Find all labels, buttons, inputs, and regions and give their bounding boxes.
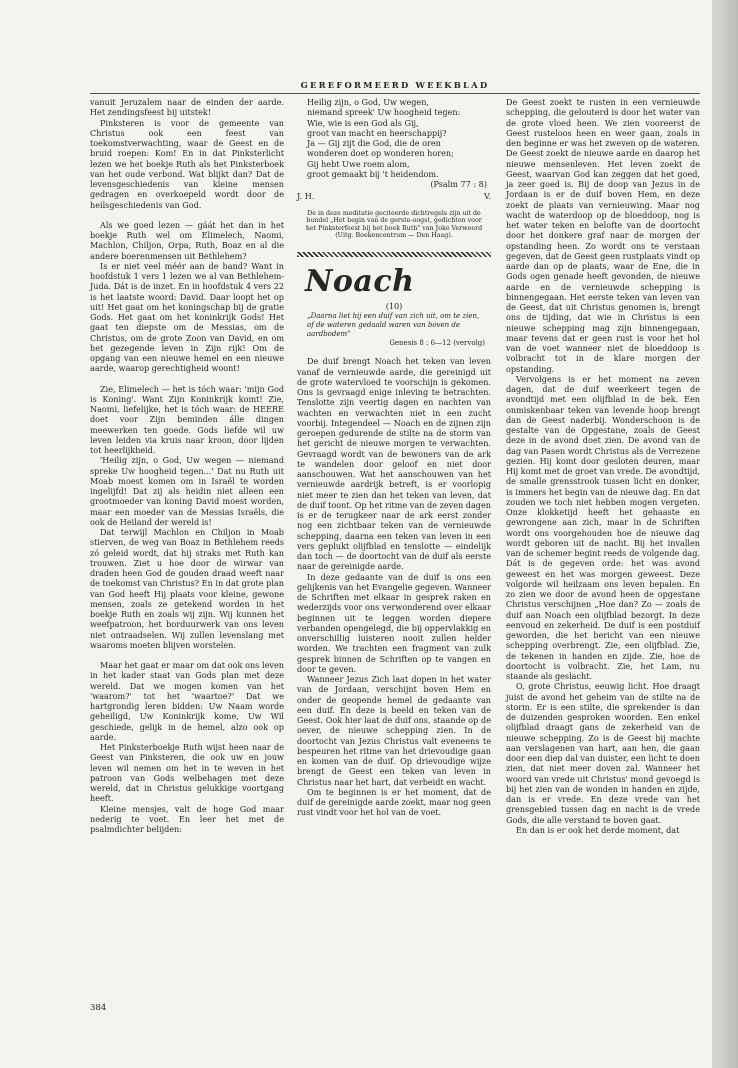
poem-line: wonderen doet op wonderen horen; [307, 148, 454, 159]
article-number: (10) [385, 300, 403, 311]
paragraph: Vervolgens is er het moment na zeven dagen, dat de duif weerkeert tegen de avondtijd met een olijfblad in de bek. Een onmiskenbaar teken van levende hoop brengt dan de Geest naderbij. Wonderschoon is de gestalte van de Opgestane, zoals de Geest deze in de avond doet zien. De avond van de dag van Pasen wordt Christus als de Verrezene gezien. Hij komt door gesloten deuren, maar Hij komt met de groet van vrede. De avondtijd, de smalle grensstrook tussen licht en donker, is immers het begin van de nieuwe dag. En dat zouden we toch niet hebben mogen vergeten. Onze klokketijd heeft het gehaaste en gewrongene aan zich, maar in de Schriften wordt ons voorgehouden hoe de nieuwe dag wordt geboren uit de nacht. Bij het invallen van de schemer begint reeds de volgende dag. Dát is de gegeven orde: het was avond geweest en het was morgen geweest. Deze volgorde wil heilzaam ons leven bepalen. En zo zien we door de avond heen de opgestane Christus verschijnen „Hoe dan? Zo — zoals de duif aan Noach een olijfblad bezorgt. In deze eenvoud en zekerheid. De duif is een postduif geworden, die het bericht van een nieuwe schepping overbrengt. Zie, een olijfblad. Zie, de tekenen in handen en zijde. Zie, hoe de doortocht is volbracht. Zie, het Lam, nu staande als geslacht. [506, 373, 700, 681]
paragraph: Is er niet veel méér aan de hand? Want in hoofdstuk 1 vers 1 lezen we al van Bethlehem-Juda. Dát is de inzet. En in hoofdstuk 4 vers 22 is het laatste woord: David. Daar loopt het op uit! Het gaat om het koningschap bij de gratie Gods. Het gaat om het koninkrijk Gods! Het gaat ten diepste om de Messias, om de Christus, om de grote Zoon van David, en om het gezegende leven in Zijn rijk! Om de opgang van een nieuwe hemel en een nieuwe aarde, waarop gerechtigheid woont! [90, 260, 284, 374]
paragraph: Het Pinksterboekje Ruth wijst heen naar de Geest van Pinksteren, die ook uw en jouw leven wil nemen om het in te weven in het patroon van Gods welbehagen met deze wereld, dat in Christus gelukkige voortgang heeft. [90, 742, 284, 804]
paragraph: En dan is er ook het derde moment, dat [516, 824, 680, 835]
article-title: Noach [305, 263, 415, 299]
poem-line: groot gemaakt bij 't heidendom. [307, 168, 439, 179]
paragraph: Om te beginnen is er het moment, dat de duif de gereinigde aarde zoekt, maar nog geen rust vindt voor het hol van de voet. [297, 786, 491, 818]
column-1 [90, 97, 284, 834]
poem-line: Heilig zijn, o God, Uw wegen, [307, 97, 429, 107]
source-note: De in deze meditatie geciteerde dichtregels zijn uit de bundel „Het begin van de gerste-oogst, gedichten voor het Pinksterfeest bij het boek Ruth" van Joke Verweerd (Uitg. Boekencentrum — Den Haag). [305, 209, 483, 240]
poem-line: Wie, wie is een God als Gij, [307, 117, 419, 128]
column-3 [506, 97, 700, 835]
column-2 [297, 97, 491, 818]
psalm-reference: (Psalm 77 : 8) [430, 179, 487, 189]
paragraph: Kleine mensjes, valt de hoge God maar nederig te voet. En leer het met de psalmdichter belijden: [90, 803, 284, 834]
signature-row [297, 191, 491, 201]
header-rule [90, 93, 700, 94]
paragraph: Pinksteren is voor de gemeente van Christus ook een feest van toekomstverwachting, waar de Geest en de bruid roepen: Kom! En in dat Pinksterlicht lezen we het boekje Ruth als het Pinksterboek van het oude verbond. Wat blijkt dan? Dat de levensgeschiedenis van kleine mensen gedragen en overkoepeld wordt door de heilsgeschiedenis van God. [90, 117, 284, 210]
poem-line: groot van macht en heerschappij? [307, 127, 447, 138]
paragraph: Zie, Elimelech — het is tóch waar: 'mijn God is Koning'. Want Zijn Koninkrijk komt! Zie, Naomi, liefelijke, het is tóch waar: de HEERE doet voor Zijn beminden álle dingen meewerken ten goede. Gods liefde wil uw leven leiden via kruis naar kroon, door lijden tot heerlijkheid. [90, 383, 284, 455]
paragraph: De Geest zoekt te rusten in een vernieuwde schepping, die gelouterd is door het water van de grote vloed heen. We zien vooreerst de Geest rusteloos heen en weer gaan, zoals in den beginne er was het zweven op de wateren. De Geest zoekt de nieuwe aarde en daarop het nieuwe mensenleven. Het leven zoekt de Geest, waarvan God kan zeggen dat het goed, ja zeer goed is. Bij de doop van Jezus in de Jordaan is er de duif boven Hem, en deze zoekt de plaats van vernieuwing. Maar nog wacht de waterdoop op de bloeddoop, nog is het water teken en belofte van de doortocht door het donkere graf naar de morgen der opstanding heen. Zo wordt ons te verstaan gegeven, dat de Geest geen rustplaats vindt op aarde dan op de plaats, waar de Ene, die in Gods ogen genade heeft gevonden, de nieuwe aarde en de vernieuwde schepping is binnengegaan. Het eerste teken van leven van de Geest, dat uit Christus genomen is, brengt ons de tijding, dat wie in Christus is een nieuwe schepping mag zijn binnengegaan, maar tevens dat er geen rust is voor het hol van de voet wanneer niet de bloeddoop is volbracht tot in de klare morgen der opstanding. [506, 97, 700, 374]
paragraph: Als we goed lezen — gáát het dan in het boekje Ruth wel om Elimelech, Naomi, Machlon, Chiljon, Orpa, Ruth, Boaz en al die andere boerenmensen uit Bethlehem? [90, 219, 284, 261]
paragraph: Dat terwijl Machlon en Chiljon in Moab stierven, de weg van Boaz in Bethlehem reeds zó geleid wordt, dat hij straks met Ruth kan trouwen. Ziet u hoe door de wirwar van draden heen God de gouden draad weeft naar de toekomst van Christus? En in dat grote plan van God heeft Hij plaats voor kleine, gewone mensen, zoals ze getekend worden in het boekje Ruth en zoals wij zijn. Wij kunnen het weefpatroon, het borduurwerk van ons leven niet ontraadselen. Wij zullen levenslang met waaroms moeten blijven worstelen. [90, 527, 284, 650]
psalm-quote [307, 97, 491, 189]
page-header: GEREFORMEERD WEEKBLAD [300, 80, 490, 90]
decorative-divider [297, 252, 491, 257]
paragraph: O, grote Christus, eeuwig licht. Hoe draagt juist de avond het geheim van de stilte na de storm. Er is een stilte, die sprekender is dan de duizenden gesproken woorden. Een enkel olijfblad draagt gans de zekerheid van de nieuwe schepping. Zo is de Geest bij machte aan verslagenen van hart, aan hen, die gaan door een diep dal van duister, een licht te doen zien, dat niet meer doven zal. Wanneer het woord van vrede uit Christus' mond gevoegd is bij het zien van de wonden in handen en zijde, dan is er vrede. En deze vrede van het grensgebied tussen dag en nacht is de vrede Gods, die alle verstand te boven gaat. [506, 681, 700, 825]
page-edge-shadow [712, 0, 738, 1068]
paragraph: De duif brengt Noach het teken van leven vanaf de vernieuwde aarde, die gereinigd uit de grote watervloed te voorschijn is gekomen. Ons is gevraagd enige inleving te betrachten. Tenslotte zijn veertig dagen en nachten van wachten en verwachten niet in een zucht voorbij. Integendeel — Noach en de zijnen zijn geroepen gedurende de stilte na de storm van het gericht de nieuwe morgen te verwachten. Gevraagd wordt van de bewoners van de ark te wandelen door geloof en niet door aanschouwen. Wat het aanschouwen van het vernieuwde aardrijk betreft, is er voorlopig niet meer te zien dan het teken van leven, dat de duif toont. Op het ritme van de zeven dagen is er de terugkeer naar de ark eerst zonder nog een zichtbaar teken van de vernieuwde schepping, daarna een teken van leven in een vers geplukt olijfblad en tenslotte — eindelijk dan toch — de doortocht van de duif als eerste naar de gereinigde aarde. [297, 356, 491, 572]
epigraph: „Daarna liet hij een duif van zich uit, om te zien, of de wateren gedaald waren van boven de aardbodem" [307, 312, 480, 338]
poem-line: niemand spreek' Uw hoogheid tegen: [307, 107, 461, 118]
page-number: 384 [90, 1003, 107, 1013]
paragraph: Wanneer Jezus Zich laat dopen in het water van de Jordaan, verschijnt boven Hem en onder de geopende hemel de gedaante van een duif. En deze is beeld en teken van de Geest. Ook hier laat de duif ons, staande op de oever, de nieuwe schepping zien. In de doortocht van Jezus Christus valt eveneens te bespeuren het ritme van het drievoudige gaan en komen van de duif. Op drievoudige wijze brengt de Geest een teken van leven in Christus naar het hart, dat verbeidt en wacht. [297, 674, 491, 787]
paragraph: Maar het gaat er maar om dat ook ons leven in het kader staat van Gods plan met deze wereld. Dat we mogen komen van het 'waarom?' tot het 'waartoe?' Dat we hartgrondig leren bidden: Uw Naam worde geheiligd, Uw Koninkrijk kome, Uw Wil geschiede, gelijk in de hemel, alzo ook op aarde. [90, 660, 284, 742]
author-initial-v: V. [483, 191, 491, 202]
paragraph: 'Heilig zijn, o God, Uw wegen — niemand spreke Uw hoogheid tegen...' Dat nu Ruth uit Moab moest komen om in Israël te worden ingelijfd! Dat zij als heidin niet alleen een grootmoeder van koning David moest worden, maar een moeder van de Messias Israëls, die ook de Heiland der wereld is! [90, 455, 284, 527]
poem-line: Gij hebt Uwe roem alom, [307, 158, 410, 169]
epigraph-reference: Genesis 8 : 6—12 (vervolg) [389, 339, 485, 348]
paragraph: In deze gedaante van de duif is ons een gelijkenis van het Evangelie gegeven. Wanneer de Schriften met elkaar in gesprek raken en wederzijds voor ons verwonderend over elkaar beginnen uit te leggen worden diepere verbanden opengelegd, die bij oppervlakkig en onverschillig luisteren nooit zullen helder worden. We trachten een fragment van zulk gesprek binnen de Schriften op te vangen en door te geven. [297, 571, 491, 674]
paragraph: vanuit Jeruzalem naar de einden der aarde. Het zendingsfeest bij uitstek! [90, 97, 284, 118]
author-initials: J. H. [297, 191, 315, 202]
poem-line: Ja — Gij zijt die God, die de oren [307, 138, 441, 148]
